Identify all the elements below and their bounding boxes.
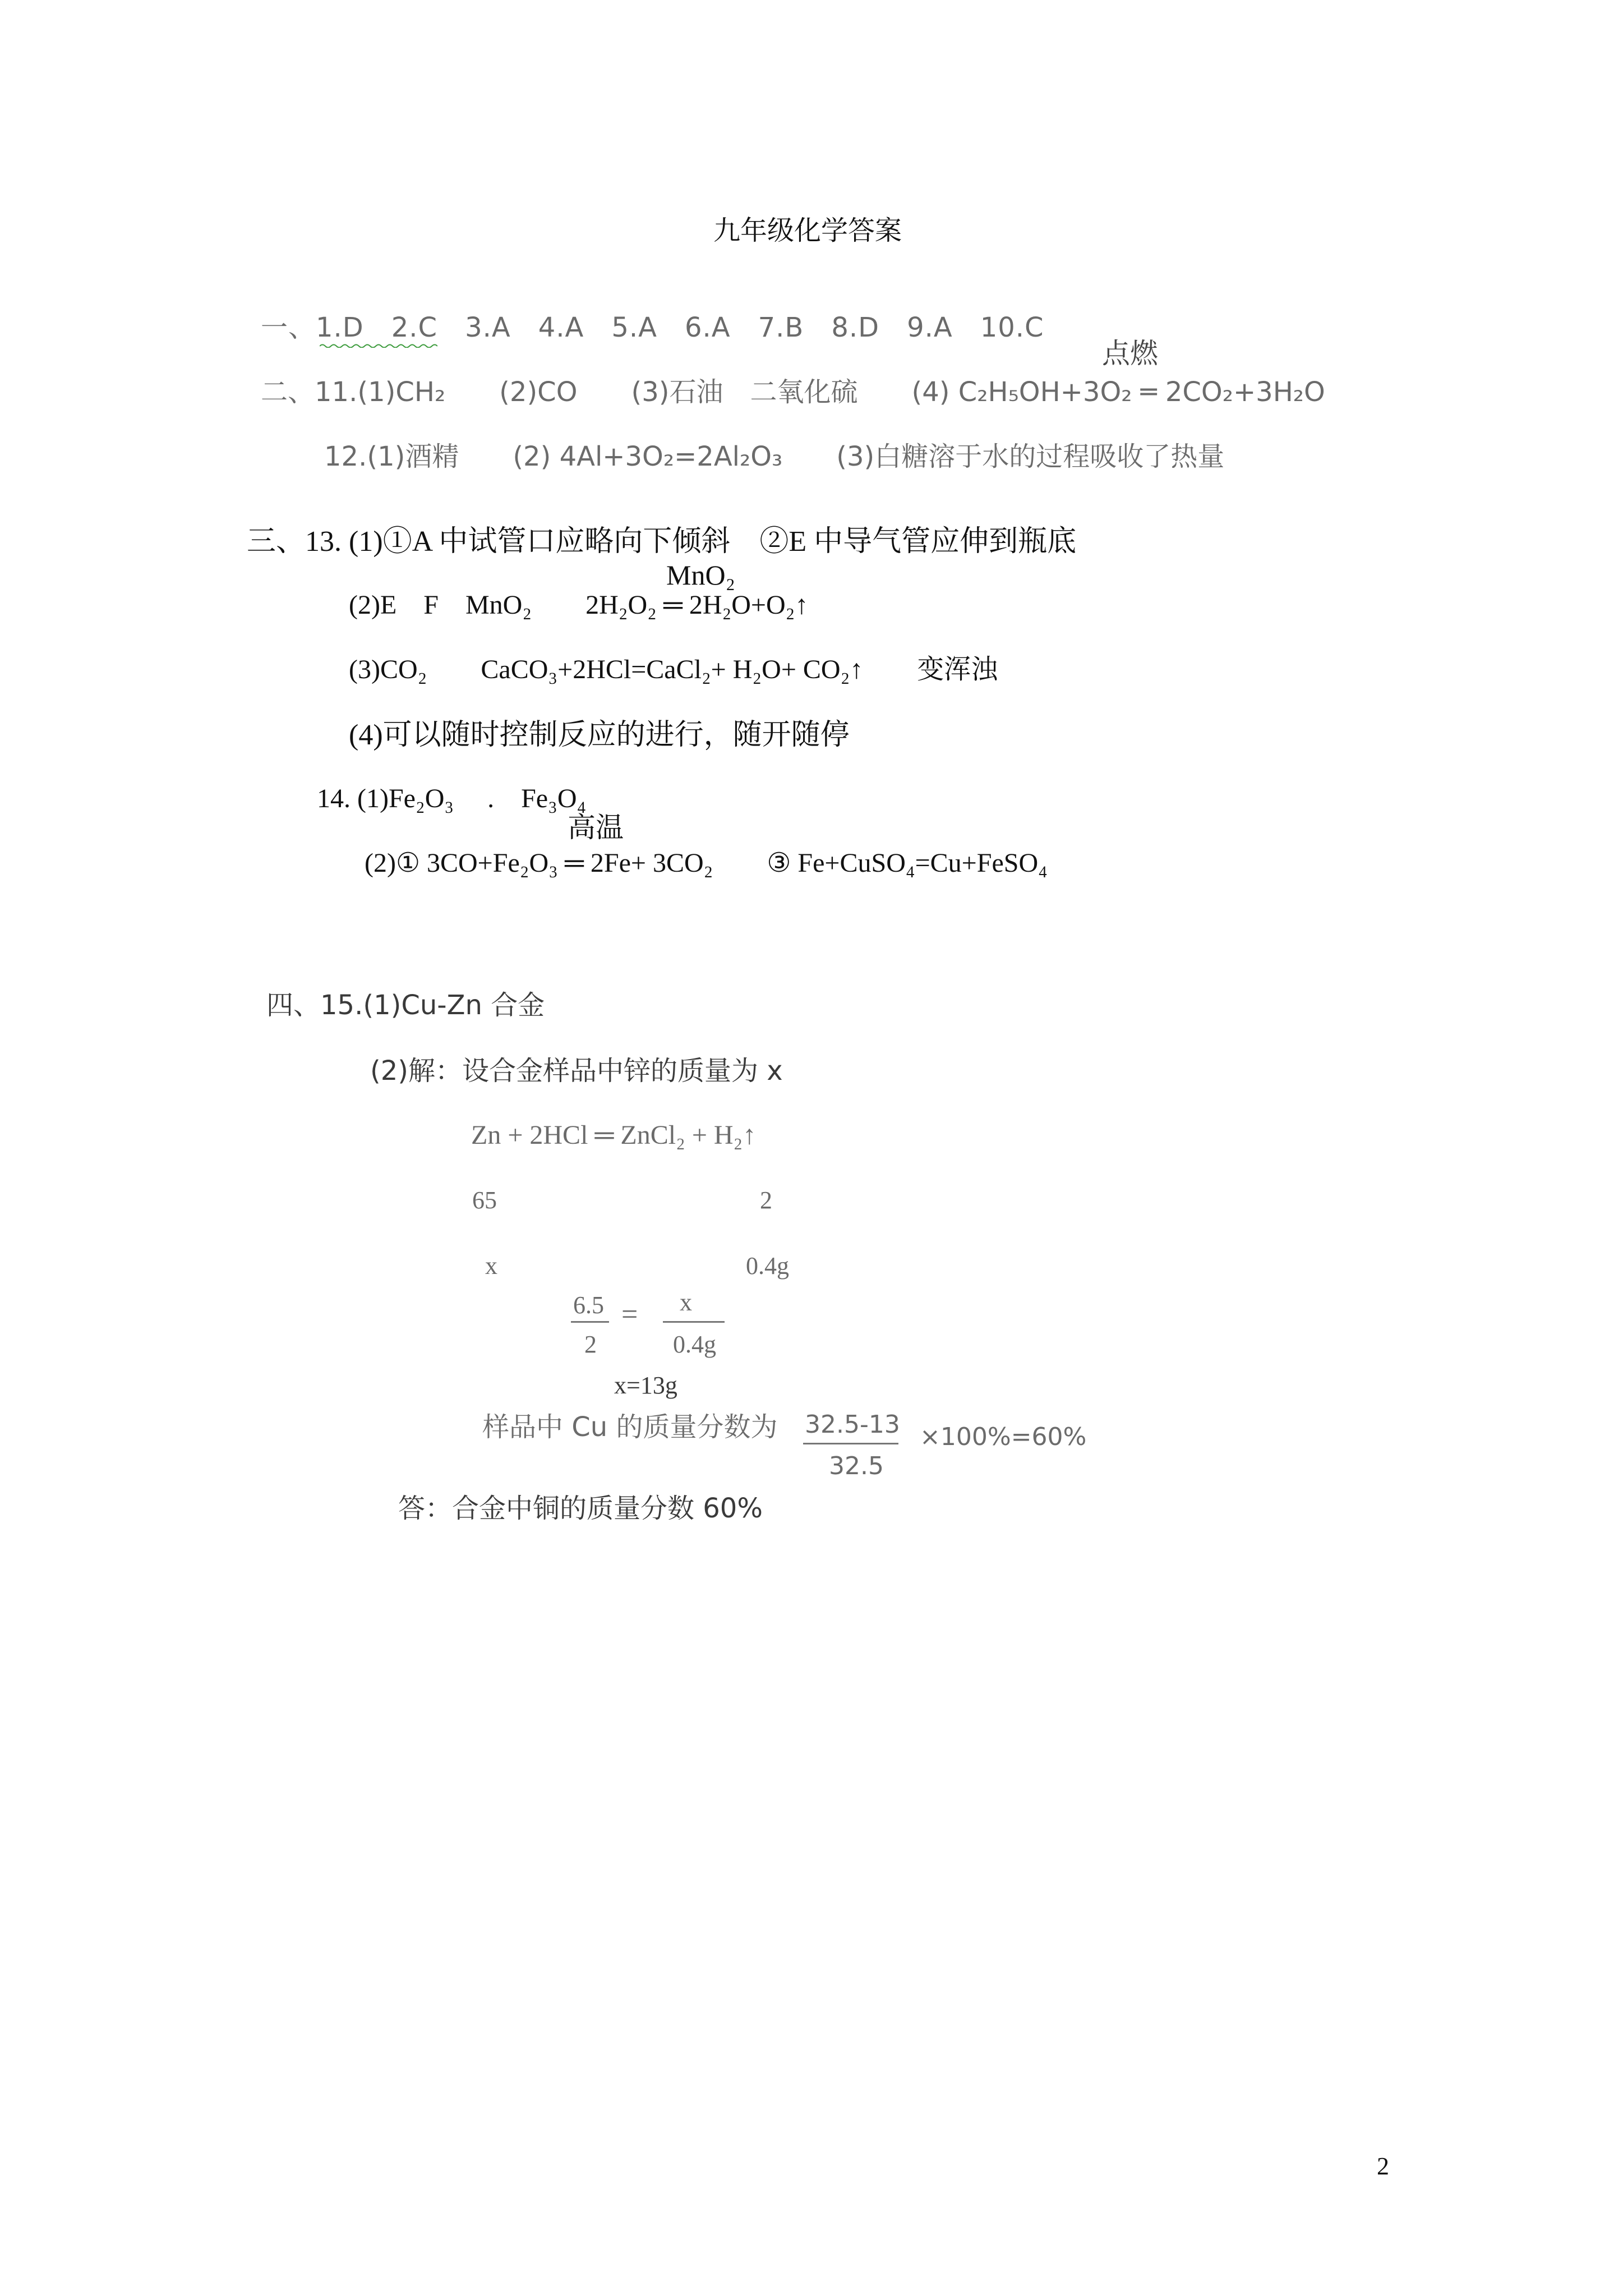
frac1-line bbox=[571, 1321, 609, 1323]
final-answer: 答：合金中铜的质量分数 60% bbox=[398, 1493, 763, 1524]
q14-2: (2)① 3CO+Fe₂O₃ ═ 2Fe+ 3CO₂ ③ Fe+CuSO₄=Cu+FeSO₄ bbox=[365, 848, 1048, 878]
ratio-left: 65 bbox=[472, 1186, 497, 1214]
percent-denominator: 32.5 bbox=[829, 1452, 884, 1480]
frac2-numerator: x bbox=[680, 1289, 692, 1316]
unknown-right: 0.4g bbox=[746, 1252, 789, 1280]
q15-2: (2)解：设合金样品中锌的质量为 x bbox=[370, 1055, 783, 1087]
result-x: x=13g bbox=[614, 1372, 677, 1399]
page-number: 2 bbox=[1377, 2152, 1389, 2180]
q12-answers: 12.(1)酒精 (2) 4Al+3O₂=2Al₂O₃ (3)白糖溶于水的过程吸收了热量 bbox=[324, 441, 1225, 472]
q15-1: 四、15.(1)Cu-Zn 合金 bbox=[266, 990, 545, 1021]
frac1-denominator: 2 bbox=[584, 1331, 597, 1358]
proportion-equals: = bbox=[621, 1299, 638, 1331]
percent-line bbox=[803, 1443, 898, 1444]
section1-answers: 一、1.D 2.C 3.A 4.A 5.A 6.A 7.B 8.D 9.A 10.C bbox=[261, 312, 1044, 343]
q13-4: (4)可以随时控制反应的进行，随开随停 bbox=[349, 719, 850, 751]
reaction-equation: Zn + 2HCl ═ ZnCl₂ + H₂↑ bbox=[471, 1120, 757, 1150]
q14-2-condition: 高温 bbox=[568, 812, 624, 843]
percent-numerator: 32.5-13 bbox=[805, 1410, 900, 1439]
q13-2-condition: MnO₂ bbox=[666, 559, 735, 591]
spellcheck-underline bbox=[320, 343, 437, 348]
frac2-denominator: 0.4g bbox=[673, 1331, 716, 1358]
q14-1: 14. (1)Fe₂O₃ . Fe₃O₄ bbox=[317, 784, 587, 813]
page-title: 九年级化学答案 bbox=[713, 216, 902, 246]
frac2-line bbox=[663, 1321, 725, 1323]
q13-3: (3)CO₂ CaCO₃+2HCl=CaCl₂+ H₂O+ CO₂↑ 变浑浊 bbox=[349, 655, 998, 684]
frac1-numerator: 6.5 bbox=[573, 1291, 604, 1319]
percent-label: 样品中 Cu 的质量分数为 bbox=[482, 1411, 778, 1443]
q13-1: 三、13. (1)①A 中试管口应略向下倾斜 ②E 中导气管应伸到瓶底 bbox=[247, 526, 1077, 558]
q13-2: (2)E F MnO₂ 2H₂O₂ ═ 2H₂O+O₂↑ bbox=[349, 590, 809, 620]
unknown-left: x bbox=[485, 1252, 497, 1280]
q11-answers: 二、11.(1)CH₂ (2)CO (3)石油 二氧化硫 (4) C₂H₅OH+3O₂ ═ 2CO₂+3H₂O bbox=[261, 376, 1325, 408]
percent-tail: ×100%=60% bbox=[920, 1423, 1087, 1451]
ratio-right: 2 bbox=[760, 1186, 772, 1214]
q11-condition: 点燃 bbox=[1102, 337, 1158, 370]
